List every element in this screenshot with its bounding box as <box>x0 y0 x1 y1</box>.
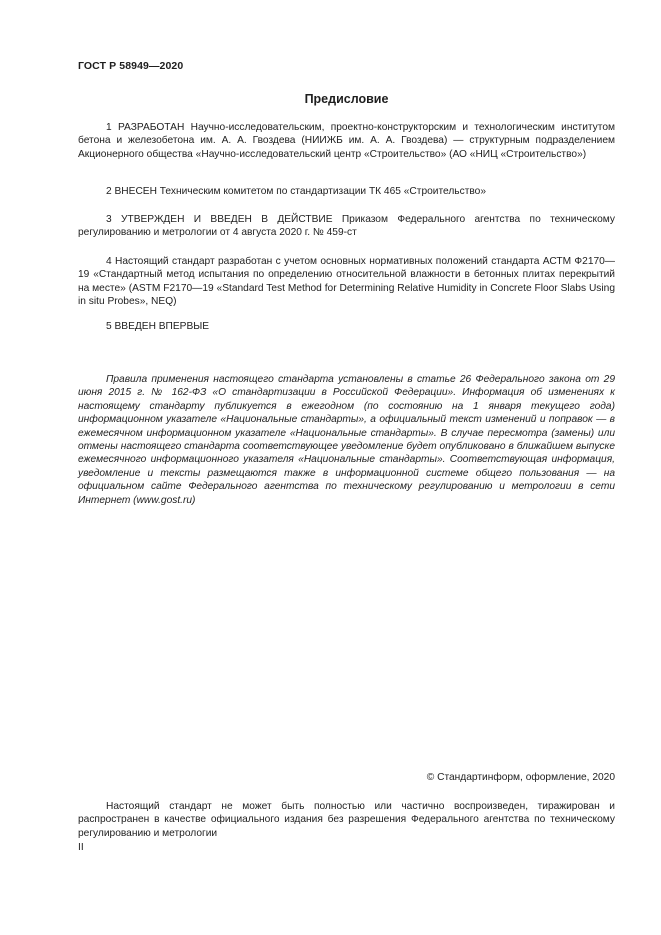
document-id: ГОСТ Р 58949—2020 <box>78 60 184 72</box>
foreword-item-2: 2 ВНЕСЕН Техническим комитетом по стандартизации ТК 465 «Строительство» <box>106 186 486 197</box>
foreword-item-5: 5 ВВЕДЕН ВПЕРВЫЕ <box>106 321 210 332</box>
foreword-item-3: 3 УТВЕРЖДЕН И ВВЕДЕН В ДЕЙСТВИЕ Приказом Федерального агентства по техническому регулированию и метрологии от 4 августа 2020 г. № 459-ст <box>78 214 615 239</box>
page-number: II <box>78 842 84 853</box>
reproduction-notice: Настоящий стандарт не может быть полностью или частично воспроизведен, тиражирован и распространен в качестве официального издания без разрешения Федерального агентства по техническому регулированию и метрологии <box>78 801 615 839</box>
foreword-title: Предисловие <box>304 92 389 106</box>
copyright-line: © Стандартинформ, оформление, 2020 <box>426 772 615 783</box>
application-rules-notice: Правила применения настоящего стандарта установлены в статье 26 Федерального закона от 29 июня 2015 г. № 162-ФЗ «О стандартизации в Российской Федерации». Информация об изменениях к настоящему стандарту публикуется в ежегодном (по состоянию на 1 января текущего года) информационном указателе «Национальные стандарты», а официальный текст изменений и поправок — в ежемесячном информационном указателе «Национальные стандарты». В случае пересмотра (замены) или отмены настоящего стандарта соответствующее уведомление будет опубликовано в ближайшем выпуске ежемесячного информационного указателя «Национальные стандарты». Соответствующая информация, уведомление и тексты размещаются также в информационной системе общего пользования — на официальном сайте Федерального агентства по техническому регулированию и метрологии в сети Интернет (www.gost.ru) <box>78 374 615 506</box>
foreword-item-1: 1 РАЗРАБОТАН Научно-исследовательским, проектно-конструкторским и технологическим институтом бетона и железобетона им. А. А. Гвоздева (НИИЖБ им. А. А. Гвоздева) — структурным подразделением Акционерного общества «Научно-исследовательский центр «Строительство» (АО «НИЦ «Строительство») <box>78 122 615 160</box>
foreword-item-4: 4 Настоящий стандарт разработан с учетом основных нормативных положений стандарта АСТМ Ф2170—19 «Стандартный метод испытания по определению относительной влажности в бетонных плитах перекрытий на месте» (ASTM F2170—19 «Standard Test Method for Determining Relative Humidity in Concrete Floor Slabs Using in situ Probes», NEQ) <box>78 256 615 308</box>
